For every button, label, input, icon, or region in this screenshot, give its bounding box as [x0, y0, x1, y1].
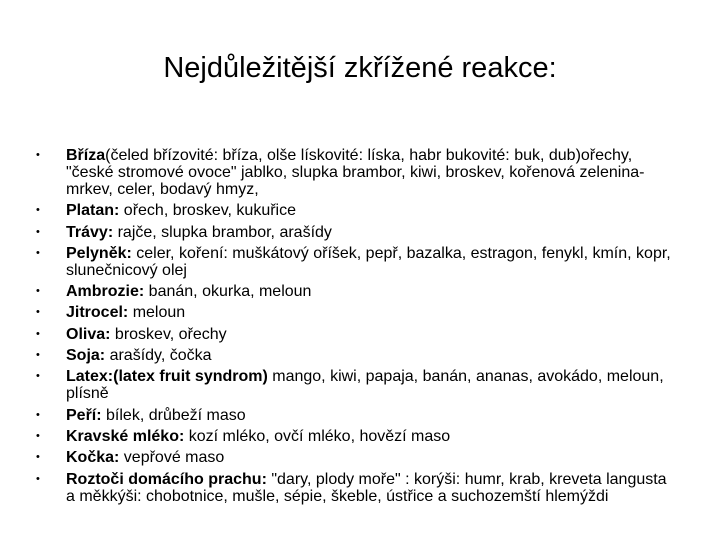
bullet-icon: • — [36, 451, 40, 464]
item-text: vepřové maso — [119, 449, 225, 467]
bullet-icon: • — [36, 349, 40, 362]
bullet-icon: • — [36, 327, 40, 340]
allergy-list — [36, 147, 676, 509]
item-term: Ambrozie: — [66, 283, 145, 301]
item-text: kozí mléko, ovčí mléko, hovězí maso — [184, 427, 451, 445]
item-term: Peří: — [66, 406, 102, 424]
bullet-icon: • — [36, 429, 40, 442]
list-item — [36, 245, 676, 279]
list-item — [36, 224, 676, 241]
item-text: mango, kiwi, papaja, banán, ananas, avokádo, meloun, plísně — [66, 368, 664, 403]
item-term: Kočka: — [66, 449, 120, 467]
bullet-icon: • — [36, 204, 40, 217]
item-text: rajče, slupka brambor, arašídy — [113, 223, 332, 241]
item-term: Kravské mléko: — [66, 427, 185, 445]
item-term: Roztoči domácího prachu: — [66, 470, 267, 488]
item-text: "dary, plody moře" : korýši: humr, krab, kreveta langusta a měkkýši: chobotnice, mušle, sépie, škeble, ústřice a suchozemští hlemýždi — [66, 470, 667, 505]
list-item — [36, 407, 676, 424]
item-term: Pelyněk: — [66, 244, 132, 262]
item-term: Trávy: — [66, 223, 114, 241]
bullet-icon: • — [36, 370, 40, 383]
list-item — [36, 428, 676, 445]
slide-title: Nejdůležitější zkřížené reakce: — [163, 52, 557, 84]
item-text: arašídy, čočka — [105, 347, 212, 365]
list-item — [36, 304, 676, 321]
bullet-icon: • — [36, 285, 40, 298]
bullet-icon: • — [36, 246, 40, 259]
bullet-icon: • — [36, 149, 40, 161]
item-text: banán, okurka, meloun — [144, 283, 312, 301]
list-item — [36, 347, 676, 364]
item-term: Jitrocel: — [66, 304, 129, 322]
item-text: (čeled břízovité: bříza, olše lískovité: líska, habr bukovité: buk, dub)ořechy, "české stromové ovoce" jablko, slupka brambor, kiwi, broskev, kořenová zelenina-mrkev, celer, bodavý hmyz, — [66, 147, 645, 198]
list-item — [36, 202, 676, 219]
list-item — [36, 326, 676, 343]
item-text: broskev, ořechy — [110, 325, 227, 343]
list-item — [36, 449, 676, 466]
item-term: Latex:(latex fruit syndrom) — [66, 368, 268, 386]
bullet-icon: • — [36, 225, 40, 238]
bullet-icon: • — [36, 306, 40, 319]
item-text: celer, koření: muškátový oříšek, pepř, bazalka, estragon, fenykl, kmín, kopr, slunečnicový olej — [66, 244, 671, 279]
item-term: Oliva: — [66, 325, 111, 343]
list-item — [36, 283, 676, 300]
bullet-icon: • — [36, 472, 40, 485]
item-term: Platan: — [66, 202, 120, 220]
bullet-icon: • — [36, 408, 40, 421]
item-term: Bříza — [66, 147, 106, 164]
list-item — [36, 147, 676, 198]
list-item — [36, 368, 676, 402]
item-text: meloun — [128, 304, 186, 322]
item-text: bílek, drůbeží maso — [101, 406, 246, 424]
list-item — [36, 471, 676, 505]
item-text: ořech, broskev, kukuřice — [119, 202, 297, 220]
item-term: Soja: — [66, 347, 106, 365]
